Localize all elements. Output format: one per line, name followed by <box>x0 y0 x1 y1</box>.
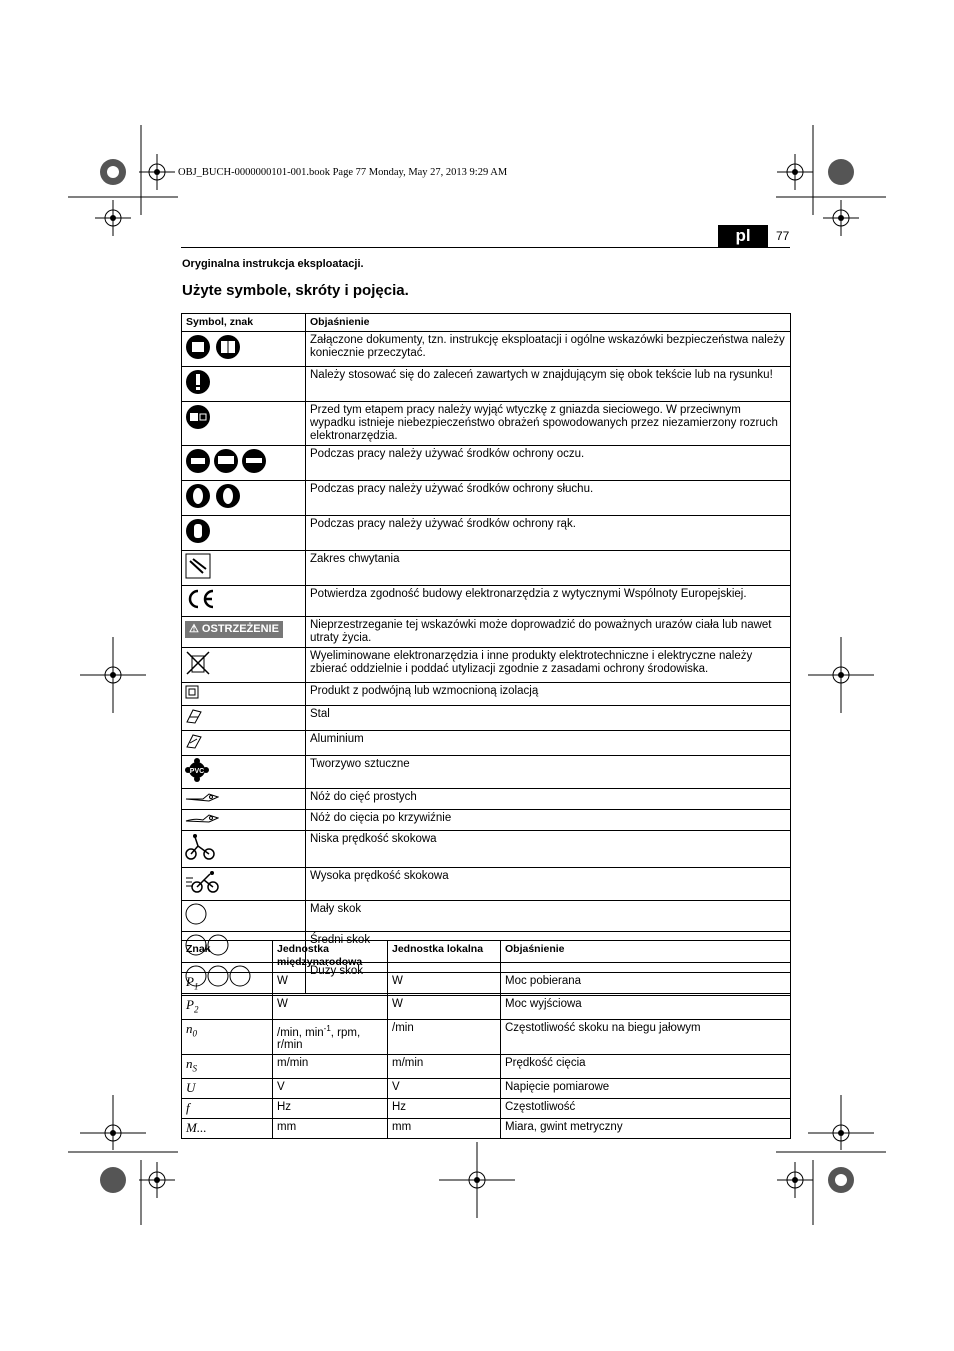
table-row <box>182 332 791 367</box>
table-row <box>182 1118 791 1138</box>
curve-blade-icon <box>185 812 219 828</box>
symbols-table <box>181 313 791 994</box>
grip-area-icon <box>185 553 211 583</box>
row-text: Aluminium <box>306 731 791 756</box>
row-text: Podczas pracy należy używać środków ochrony rąk. <box>306 516 791 551</box>
language-badge: pl <box>718 225 768 247</box>
page-number: 77 <box>776 229 790 243</box>
table-row <box>182 1019 791 1055</box>
row-text: Duży skok <box>306 963 791 994</box>
aluminium-icon <box>185 733 203 753</box>
unit-intl-sup: -1 <box>323 1023 331 1033</box>
unit-local: /min <box>388 1019 501 1055</box>
table-row <box>182 367 791 402</box>
table-row <box>182 789 791 810</box>
header-rule <box>181 247 790 248</box>
unit-desc: Moc wyjściowa <box>501 996 791 1019</box>
read-manual-icon <box>185 334 241 364</box>
pvc-label: PVC <box>189 768 205 775</box>
row-text: Potwierdza zgodność budowy elektronarzędzia z wytycznymi Wspólnoty Europejskiej. <box>306 586 791 617</box>
table-row <box>182 706 791 731</box>
unplug-icon <box>185 404 211 434</box>
unit-sign: U <box>186 1079 196 1095</box>
table-row <box>182 973 791 996</box>
column-header: Jednostka lokalna <box>388 941 501 973</box>
table-row <box>182 868 791 901</box>
unit-sign-sub: 0 <box>192 1027 197 1038</box>
unit-desc: Częstotliwość <box>501 1098 791 1118</box>
doc-subtitle: Oryginalna instrukcja eksploatacji. <box>182 258 364 270</box>
unit-intl-post: , rpm, r/min <box>277 1026 361 1052</box>
weee-bin-icon <box>185 650 211 680</box>
ear-protection-icon <box>185 483 241 513</box>
row-text: Nóż do cięć prostych <box>306 789 791 810</box>
table-row <box>182 1055 791 1078</box>
unit-intl <box>273 1019 388 1055</box>
row-text: Należy stosować się do zaleceń zawartych w znajdującym się obok tekście lub na rysunku! <box>306 367 791 402</box>
unit-desc: Moc pobierana <box>501 973 791 996</box>
table-row <box>182 831 791 868</box>
table-row <box>182 516 791 551</box>
row-text: Tworzywo sztuczne <box>306 756 791 789</box>
row-text: Stal <box>306 706 791 731</box>
plastic-pvc-icon <box>185 758 209 786</box>
one-circle-icon <box>185 903 207 929</box>
unit-sign: f <box>186 1099 190 1115</box>
row-text: Niska prędkość skokowa <box>306 831 791 868</box>
unit-local: W <box>388 973 501 996</box>
table-row <box>182 481 791 516</box>
row-text: Przed tym etapem pracy należy wyjąć wtyczkę z gniazda sieciowego. W przeciwnym wypadku istnieje niebezpieczeństwo obrażeń spowodowanych przez niezamierzony rozruch elektronarzędzia. <box>306 402 791 446</box>
row-text: Wyeliminowane elektronarzędzia i inne produkty elektrotechniczne i elektryczne należy zbierać oddzielnie i poddać utylizacji zgodnie z zasadami ochrony środowiska. <box>306 648 791 683</box>
table-row <box>182 901 791 932</box>
row-text: Zakres chwytania <box>306 551 791 586</box>
unit-sign-sub: 2 <box>193 1004 199 1015</box>
unit-desc: Napięcie pomiarowe <box>501 1078 791 1098</box>
unit-intl: mm <box>273 1118 388 1138</box>
table-row <box>182 1098 791 1118</box>
column-header: Objaśnienie <box>306 314 791 332</box>
row-text: Produkt z podwójną lub wzmocnioną izolacją <box>306 683 791 706</box>
table-row <box>182 683 791 706</box>
warning-label-icon: ⚠ OSTRZEŻENIE <box>185 621 283 638</box>
eye-protection-icon <box>185 448 267 478</box>
unit-local: V <box>388 1078 501 1098</box>
warning-label-text: OSTRZEŻENIE <box>201 623 279 635</box>
unit-intl: W <box>273 973 388 996</box>
row-text: Średni skok <box>306 932 791 963</box>
table-row <box>182 810 791 831</box>
unit-desc: Miara, gwint metryczny <box>501 1118 791 1138</box>
table-row <box>182 446 791 481</box>
table-row <box>182 1078 791 1098</box>
row-text: Podczas pracy należy używać środków ochrony oczu. <box>306 446 791 481</box>
exclamation-icon <box>185 369 211 399</box>
unit-sign: P <box>186 974 194 989</box>
row-text: Nieprzestrzeganie tej wskazówki może doprowadzić do poważnych urazów ciała lub nawet utraty życia. <box>306 617 791 648</box>
row-text: Podczas pracy należy używać środków ochrony słuchu. <box>306 481 791 516</box>
table-row <box>182 586 791 617</box>
unit-intl: V <box>273 1078 388 1098</box>
row-text: Nóż do cięcia po krzywiźnie <box>306 810 791 831</box>
column-header: Symbol, znak <box>182 314 306 332</box>
fast-bike-icon <box>185 870 219 898</box>
unit-intl: m/min <box>273 1055 388 1078</box>
unit-sign: n <box>186 1056 193 1072</box>
unit-local: m/min <box>388 1055 501 1078</box>
straight-blade-icon <box>185 791 219 807</box>
table-row <box>182 648 791 683</box>
unit-sign: P <box>186 997 194 1013</box>
row-text: Mały skok <box>306 901 791 932</box>
row-text: Wysoka prędkość skokowa <box>306 868 791 901</box>
table-row <box>182 402 791 446</box>
table-row <box>182 551 791 586</box>
column-header: Objaśnienie <box>501 941 791 973</box>
unit-sign-sub: S <box>192 1063 197 1074</box>
ce-mark-icon <box>185 588 217 614</box>
book-info-line: OBJ_BUCH-0000000101-001.book Page 77 Monday, May 27, 2013 9:29 AM <box>178 167 508 178</box>
unit-sign: n <box>186 1020 193 1036</box>
table-header-row <box>182 314 791 332</box>
table-header-row <box>182 941 791 973</box>
unit-local: W <box>388 996 501 1019</box>
units-table <box>181 940 791 1139</box>
unit-intl-pre: /min, min <box>277 1026 324 1039</box>
hand-protection-icon <box>185 518 211 548</box>
unit-intl: W <box>273 996 388 1019</box>
table-row <box>182 996 791 1019</box>
double-insulation-icon <box>185 685 199 703</box>
table-row <box>182 756 791 789</box>
table-row <box>182 617 791 648</box>
unit-local: mm <box>388 1118 501 1138</box>
unit-intl: Hz <box>273 1098 388 1118</box>
unit-sign: M... <box>186 1119 207 1135</box>
row-text: Załączone dokumenty, tzn. instrukcję eksploatacji i ogólne wskazówki bezpieczeństwa należy koniecznie przeczytać. <box>306 332 791 367</box>
unit-sign-sub: 1 <box>193 981 199 992</box>
unit-desc: Prędkość cięcia <box>501 1055 791 1078</box>
doc-title: Użyte symbole, skróty i pojęcia. <box>182 282 409 299</box>
column-header: Jednostka międzynarodowa <box>273 941 388 973</box>
unit-desc: Częstotliwość skoku na biegu jałowym <box>501 1019 791 1055</box>
unit-local: Hz <box>388 1098 501 1118</box>
slow-bike-icon <box>185 833 215 865</box>
table-row <box>182 731 791 756</box>
steel-icon <box>185 708 203 728</box>
column-header: Znak <box>182 941 273 973</box>
